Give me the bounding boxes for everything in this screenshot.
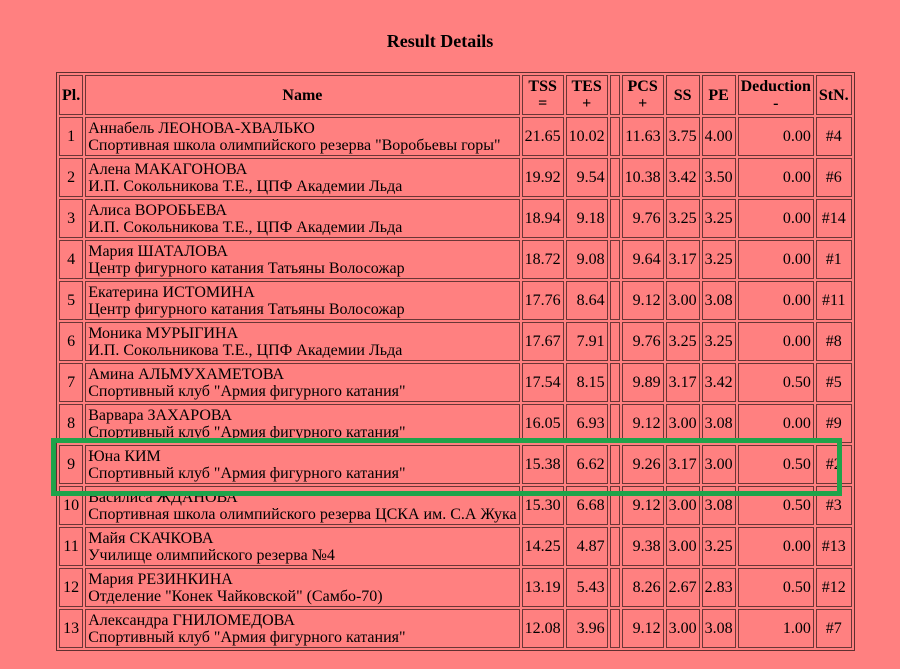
cell-tss: 15.38	[522, 445, 564, 484]
table-row	[59, 199, 852, 238]
header-tss-sign: =	[538, 95, 548, 112]
cell-deduction: 0.00	[738, 199, 814, 238]
header-pl: Pl.	[59, 75, 83, 115]
cell-stn: #3	[816, 486, 852, 525]
header-gap	[610, 75, 620, 115]
cell-ss: 3.00	[666, 404, 700, 443]
cell-tes: 6.93	[566, 404, 608, 443]
cell-name	[85, 486, 519, 525]
header-deduction-label: Deduction	[740, 78, 811, 95]
cell-tes: 9.08	[566, 240, 608, 279]
cell-name	[85, 445, 519, 484]
cell-place: 11	[59, 527, 83, 566]
cell-name	[85, 404, 519, 443]
cell-tss: 18.94	[522, 199, 564, 238]
skater-name: Варвара ЗАХАРОВА	[88, 406, 233, 424]
results-table-wrapper	[56, 72, 855, 651]
cell-pe: 3.25	[702, 199, 736, 238]
cell-pe: 3.25	[702, 527, 736, 566]
cell-ss: 3.00	[666, 486, 700, 525]
header-tes-label: TES	[571, 78, 602, 95]
cell-stn: #1	[816, 240, 852, 279]
cell-deduction: 0.50	[738, 568, 814, 607]
cell-tes: 9.54	[566, 158, 608, 197]
cell-name	[85, 240, 519, 279]
cell-deduction: 0.50	[738, 486, 814, 525]
cell-name	[85, 322, 519, 361]
cell-pcs: 9.76	[622, 199, 664, 238]
table-row	[59, 527, 852, 566]
cell-pcs: 9.76	[622, 322, 664, 361]
cell-stn: #14	[816, 199, 852, 238]
cell-ss: 3.25	[666, 199, 700, 238]
cell-deduction: 0.00	[738, 117, 814, 156]
cell-deduction: 0.50	[738, 445, 814, 484]
cell-place: 5	[59, 281, 83, 320]
cell-pe: 3.00	[702, 445, 736, 484]
skater-club: Центр фигурного катания Татьяны Волосожар	[88, 259, 405, 277]
cell-tss: 15.30	[522, 486, 564, 525]
header-pe: PE	[702, 75, 736, 115]
cell-pcs: 9.89	[622, 363, 664, 402]
cell-tes: 10.02	[566, 117, 608, 156]
cell-place: 9	[59, 445, 83, 484]
cell-pcs: 9.12	[622, 486, 664, 525]
table-row	[59, 158, 852, 197]
cell-pcs: 9.12	[622, 609, 664, 648]
cell-gap	[610, 199, 620, 238]
cell-deduction: 0.00	[738, 527, 814, 566]
skater-name: Мария ШАТАЛОВА	[88, 242, 228, 260]
skater-name: Моника МУРЫГИНА	[88, 324, 239, 342]
skater-club: Спортивный клуб "Армия фигурного катания"	[88, 382, 406, 400]
cell-tss: 17.76	[522, 281, 564, 320]
cell-name	[85, 199, 519, 238]
cell-place: 1	[59, 117, 83, 156]
cell-pe: 3.08	[702, 486, 736, 525]
skater-club: Спортивная школа олимпийского резерва ЦСКА им. С.А Жука	[88, 505, 517, 523]
cell-tes: 6.68	[566, 486, 608, 525]
cell-tss: 18.72	[522, 240, 564, 279]
cell-stn: #6	[816, 158, 852, 197]
cell-stn: #9	[816, 404, 852, 443]
table-row	[59, 609, 852, 648]
cell-tss: 16.05	[522, 404, 564, 443]
skater-name: Амина АЛЬМУХАМЕТОВА	[88, 365, 285, 383]
cell-gap	[610, 404, 620, 443]
cell-tes: 6.62	[566, 445, 608, 484]
cell-stn: #7	[816, 609, 852, 648]
table-row	[59, 568, 852, 607]
table-row	[59, 486, 852, 525]
header-pcs	[622, 75, 664, 115]
cell-gap	[610, 117, 620, 156]
cell-pe: 2.83	[702, 568, 736, 607]
cell-pe: 3.08	[702, 609, 736, 648]
table-row	[59, 281, 852, 320]
header-tes-sign: +	[582, 95, 592, 112]
cell-deduction: 0.00	[738, 240, 814, 279]
skater-club: Отделение "Конек Чайковской" (Самбо-70)	[88, 587, 383, 605]
cell-name	[85, 527, 519, 566]
cell-pcs: 9.12	[622, 281, 664, 320]
page-title: Result Details	[386, 31, 494, 51]
cell-gap	[610, 322, 620, 361]
cell-pe: 3.50	[702, 158, 736, 197]
cell-tss: 21.65	[522, 117, 564, 156]
cell-pe: 3.25	[702, 322, 736, 361]
cell-deduction: 0.00	[738, 281, 814, 320]
cell-tes: 7.91	[566, 322, 608, 361]
cell-place: 10	[59, 486, 83, 525]
cell-name	[85, 363, 519, 402]
cell-ss: 2.67	[666, 568, 700, 607]
skater-club: Центр фигурного катания Татьяны Волосожар	[88, 300, 405, 318]
cell-tes: 9.18	[566, 199, 608, 238]
cell-gap	[610, 486, 620, 525]
skater-name: Екатерина ИСТОМИНА	[88, 283, 255, 301]
skater-name: Александра ГНИЛОМЕДОВА	[88, 611, 295, 629]
skater-club: И.П. Сокольникова Т.Е., ЦПФ Академии Льда	[88, 341, 403, 359]
cell-gap	[610, 363, 620, 402]
skater-club: Училище олимпийского резерва №4	[88, 546, 335, 564]
header-deduction-sign: -	[773, 95, 779, 112]
cell-pcs: 8.26	[622, 568, 664, 607]
cell-deduction: 0.00	[738, 322, 814, 361]
skater-club: И.П. Сокольникова Т.Е., ЦПФ Академии Льда	[88, 218, 403, 236]
cell-name	[85, 117, 519, 156]
header-name: Name	[85, 75, 519, 115]
cell-name	[85, 568, 519, 607]
cell-name	[85, 158, 519, 197]
header-stn: StN.	[816, 75, 852, 115]
cell-tes: 5.43	[566, 568, 608, 607]
skater-name: Мария РЕЗИНКИНА	[88, 570, 233, 588]
cell-pe: 3.08	[702, 404, 736, 443]
cell-pcs: 9.26	[622, 445, 664, 484]
skater-club: Спортивная школа олимпийского резерва "Воробьевы горы"	[88, 136, 501, 154]
header-ss: SS	[666, 75, 700, 115]
cell-gap	[610, 527, 620, 566]
cell-name	[85, 281, 519, 320]
cell-place: 13	[59, 609, 83, 648]
cell-pcs: 9.38	[622, 527, 664, 566]
cell-tes: 3.96	[566, 609, 608, 648]
cell-gap	[610, 158, 620, 197]
table-row	[59, 404, 852, 443]
cell-gap	[610, 609, 620, 648]
cell-stn: #12	[816, 568, 852, 607]
table-row	[59, 322, 852, 361]
cell-ss: 3.17	[666, 363, 700, 402]
cell-tss: 13.19	[522, 568, 564, 607]
cell-ss: 3.00	[666, 527, 700, 566]
cell-gap	[610, 445, 620, 484]
cell-pe: 3.42	[702, 363, 736, 402]
skater-club: Спортивный клуб "Армия фигурного катания"	[88, 628, 406, 646]
skater-club: И.П. Сокольникова Т.Е., ЦПФ Академии Льда	[88, 177, 403, 195]
cell-deduction: 0.00	[738, 404, 814, 443]
skater-name: Василиса ЖДАНОВА	[88, 488, 238, 506]
cell-place: 6	[59, 322, 83, 361]
cell-gap	[610, 568, 620, 607]
cell-ss: 3.25	[666, 322, 700, 361]
cell-pcs: 11.63	[622, 117, 664, 156]
cell-pcs: 9.12	[622, 404, 664, 443]
cell-place: 8	[59, 404, 83, 443]
cell-stn: #11	[816, 281, 852, 320]
skater-name: Юна КИМ	[88, 447, 161, 465]
header-deduction	[738, 75, 814, 115]
cell-pe: 4.00	[702, 117, 736, 156]
table-header-row	[59, 75, 852, 115]
header-pcs-label: PCS	[627, 78, 658, 95]
skater-name: Аннабель ЛЕОНОВА-ХВАЛЬКО	[88, 119, 315, 137]
cell-tss: 14.25	[522, 527, 564, 566]
cell-ss: 3.17	[666, 445, 700, 484]
header-tss-label: TSS	[528, 78, 557, 95]
cell-stn: #8	[816, 322, 852, 361]
cell-tes: 8.64	[566, 281, 608, 320]
cell-pcs: 9.64	[622, 240, 664, 279]
header-tss	[522, 75, 564, 115]
skater-name: Алиса ВОРОБЬЕВА	[88, 201, 227, 219]
cell-ss: 3.17	[666, 240, 700, 279]
cell-tss: 12.08	[522, 609, 564, 648]
cell-gap	[610, 240, 620, 279]
cell-pe: 3.25	[702, 240, 736, 279]
cell-pcs: 10.38	[622, 158, 664, 197]
cell-stn: #5	[816, 363, 852, 402]
cell-place: 2	[59, 158, 83, 197]
table-row	[59, 445, 852, 484]
cell-place: 3	[59, 199, 83, 238]
cell-gap	[610, 281, 620, 320]
skater-club: Спортивный клуб "Армия фигурного катания"	[88, 423, 406, 441]
cell-place: 4	[59, 240, 83, 279]
cell-tes: 4.87	[566, 527, 608, 566]
table-row	[59, 117, 852, 156]
cell-deduction: 0.00	[738, 158, 814, 197]
cell-name	[85, 609, 519, 648]
cell-pe: 3.08	[702, 281, 736, 320]
cell-ss: 3.00	[666, 609, 700, 648]
cell-stn: #4	[816, 117, 852, 156]
results-body	[59, 117, 852, 648]
results-table	[56, 72, 855, 651]
cell-stn: #2	[816, 445, 852, 484]
skater-club: Спортивный клуб "Армия фигурного катания"	[88, 464, 406, 482]
cell-deduction: 1.00	[738, 609, 814, 648]
table-row	[59, 240, 852, 279]
header-tes	[566, 75, 608, 115]
cell-stn: #13	[816, 527, 852, 566]
table-row	[59, 363, 852, 402]
cell-place: 7	[59, 363, 83, 402]
cell-place: 12	[59, 568, 83, 607]
cell-tes: 8.15	[566, 363, 608, 402]
cell-tss: 17.54	[522, 363, 564, 402]
header-pcs-sign: +	[638, 95, 648, 112]
cell-tss: 19.92	[522, 158, 564, 197]
cell-ss: 3.00	[666, 281, 700, 320]
cell-tss: 17.67	[522, 322, 564, 361]
cell-ss: 3.75	[666, 117, 700, 156]
skater-name: Майя СКАЧКОВА	[88, 529, 214, 547]
cell-ss: 3.42	[666, 158, 700, 197]
skater-name: Алена МАКАГОНОВА	[88, 160, 248, 178]
cell-deduction: 0.50	[738, 363, 814, 402]
